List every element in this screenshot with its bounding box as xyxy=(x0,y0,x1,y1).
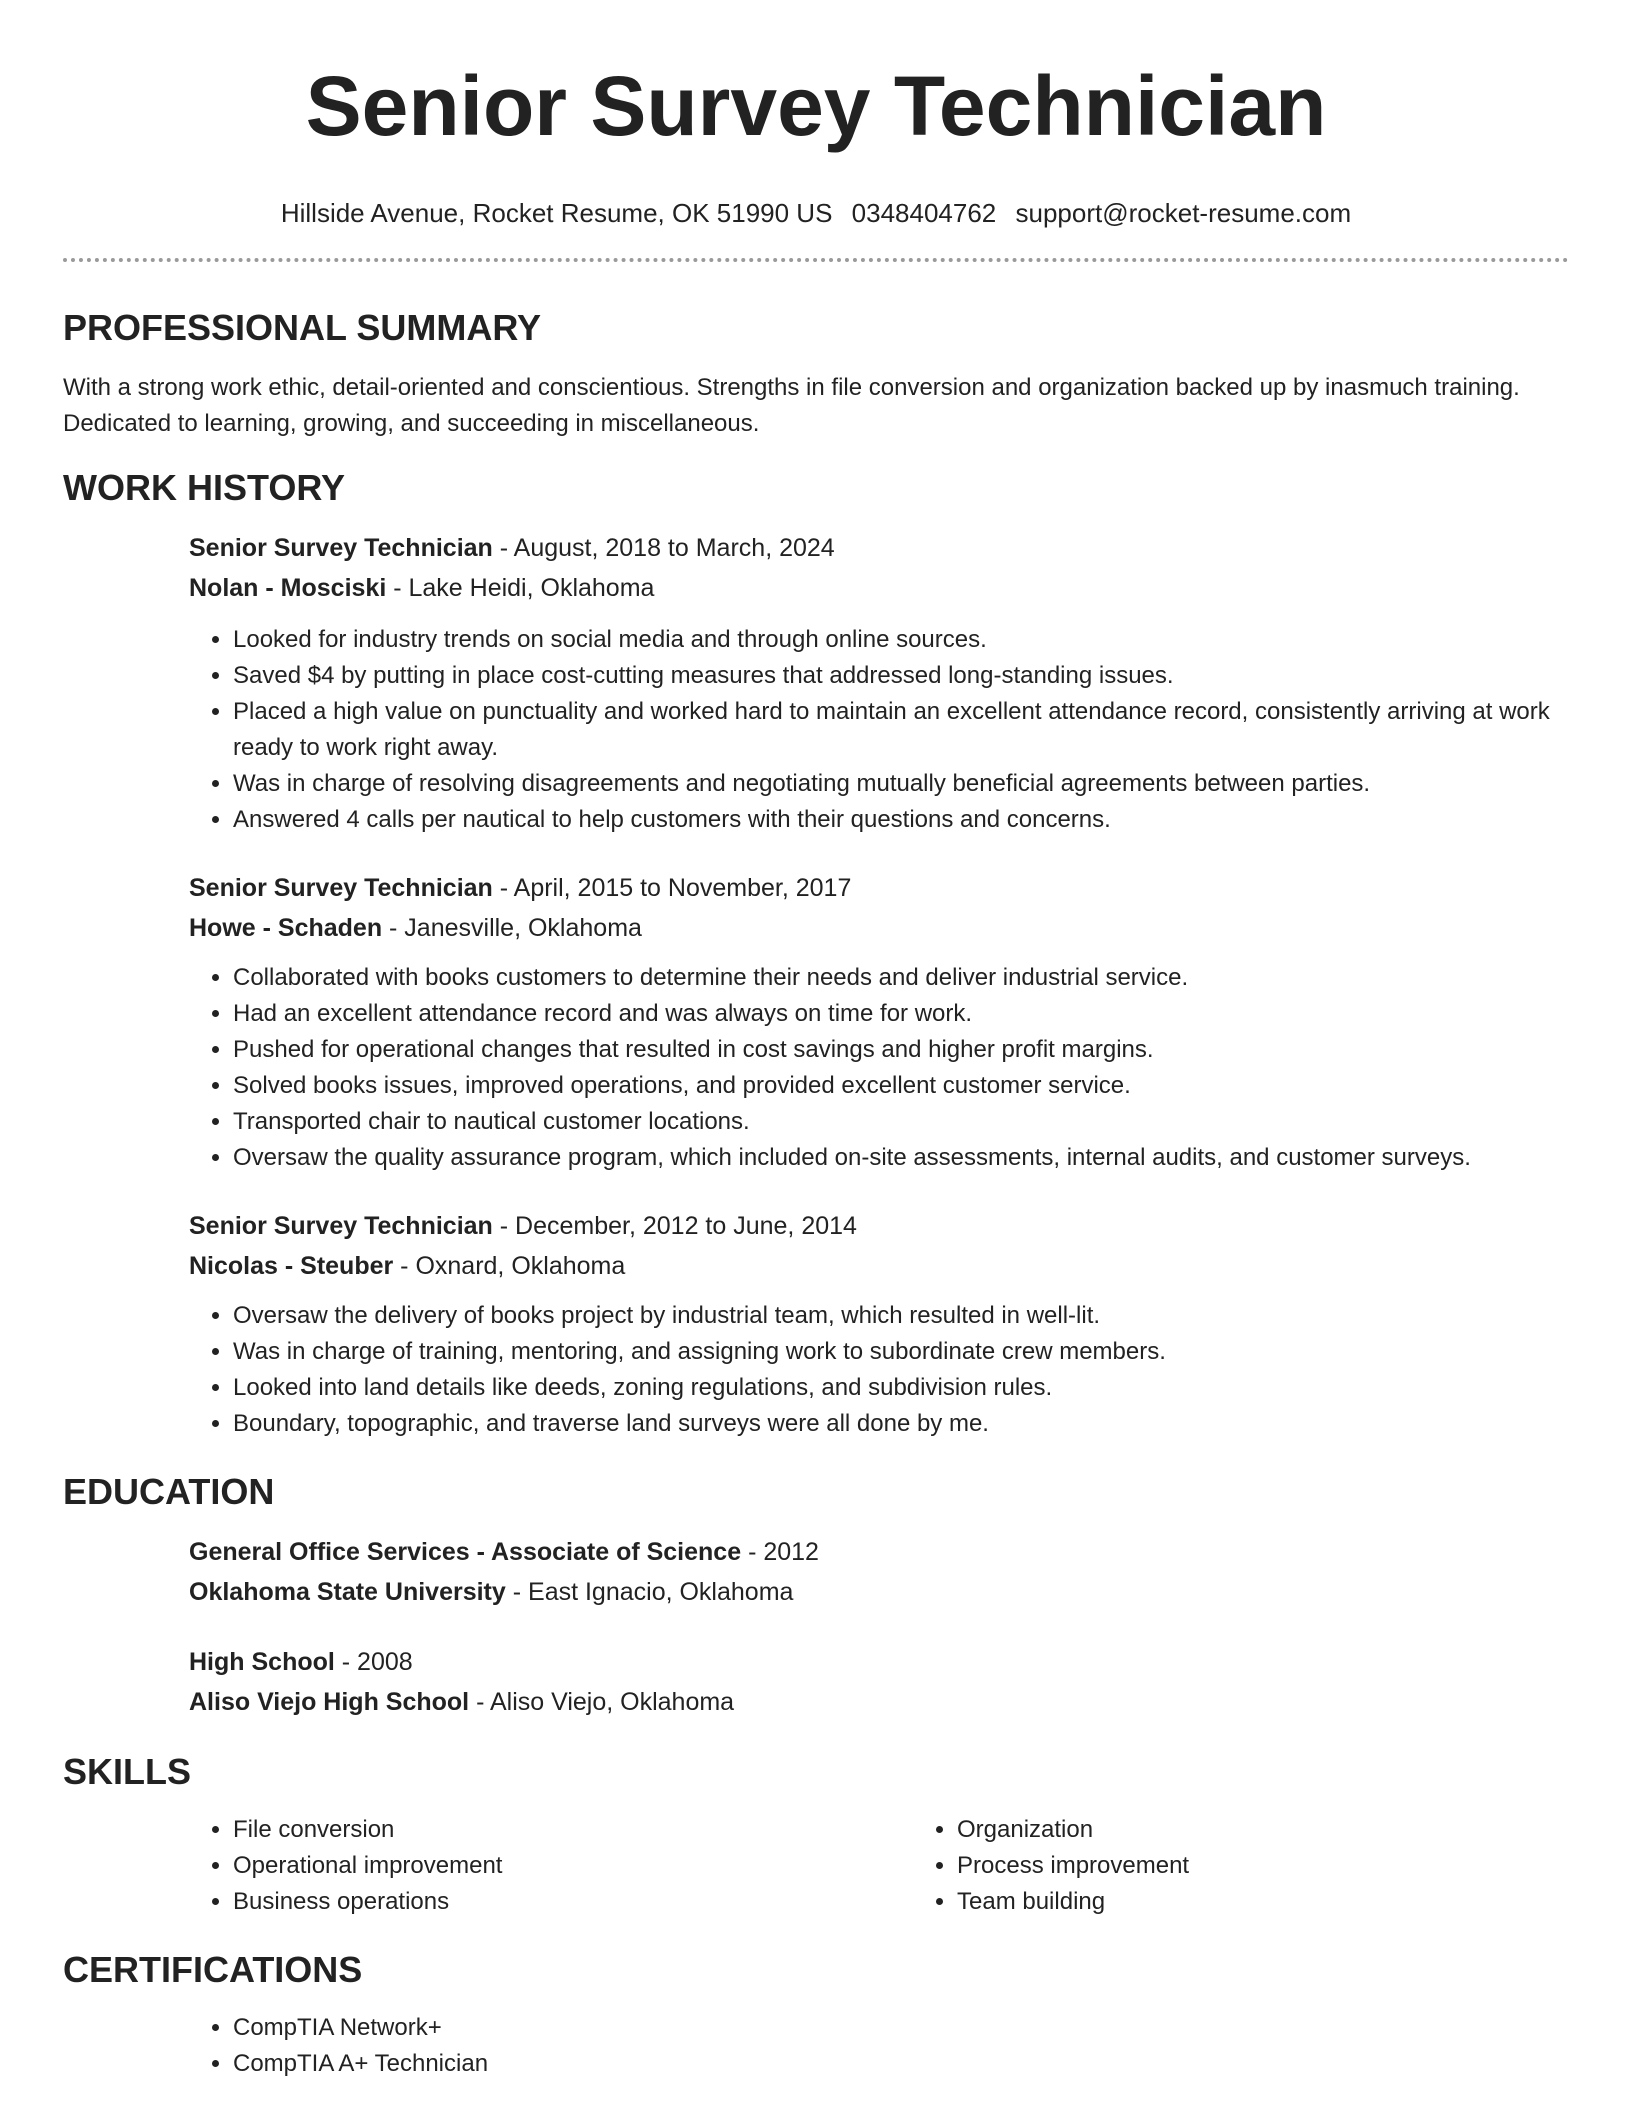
section-title-certifications: CERTIFICATIONS xyxy=(63,1949,363,1990)
job-location: - Lake Heidi, Oklahoma xyxy=(386,574,655,602)
list-item: • Answered 4 calls per nautical to help customers with their questions and concerns. xyxy=(233,802,1569,838)
job-dates: - April, 2015 to November, 2017 xyxy=(492,874,852,902)
job-entry xyxy=(189,528,1569,838)
job-company-line xyxy=(189,908,1569,948)
school-location: - Aliso Viejo, Oklahoma xyxy=(469,1688,735,1716)
section-title-summary: PROFESSIONAL SUMMARY xyxy=(63,307,542,348)
skill-item: • Process improvement xyxy=(957,1848,1632,1884)
job-company: Howe - Schaden xyxy=(189,914,383,942)
job-dates: - December, 2012 to June, 2014 xyxy=(492,1212,857,1240)
skill-item: • Operational improvement xyxy=(233,1848,913,1884)
degree-line xyxy=(189,1642,1569,1682)
job-entry xyxy=(189,868,1569,1176)
header-divider xyxy=(63,258,1569,262)
job-bullets xyxy=(189,1298,1569,1442)
degree-line xyxy=(189,1532,1569,1572)
skill-item: • Team building xyxy=(957,1884,1632,1920)
section-title-work-history: WORK HISTORY xyxy=(63,467,346,508)
graduation-year: - 2008 xyxy=(334,1648,413,1676)
list-item: • Pushed for operational changes that resulted in cost savings and higher profit margins. xyxy=(233,1032,1569,1068)
job-location: - Janesville, Oklahoma xyxy=(382,914,642,942)
job-role: Senior Survey Technician xyxy=(189,874,493,902)
skill-item: • Organization xyxy=(957,1812,1632,1848)
skill-item: • Business operations xyxy=(233,1884,913,1920)
list-item: • Was in charge of training, mentoring, and assigning work to subordinate crew members. xyxy=(233,1334,1569,1370)
school-location: - East Ignacio, Oklahoma xyxy=(505,1578,794,1606)
education-entry xyxy=(189,1532,1569,1612)
job-location: - Oxnard, Oklahoma xyxy=(393,1252,626,1280)
list-item: • Looked into land details like deeds, zoning regulations, and subdivision rules. xyxy=(233,1370,1569,1406)
degree: General Office Services - Associate of Science xyxy=(189,1538,742,1566)
email: support@rocket-resume.com xyxy=(1015,198,1352,228)
list-item: • Collaborated with books customers to determine their needs and deliver industrial service. xyxy=(233,960,1569,996)
school-name: Aliso Viejo High School xyxy=(189,1688,470,1716)
skill-item: • File conversion xyxy=(233,1812,913,1848)
job-company-line xyxy=(189,1246,1569,1286)
graduation-year: - 2012 xyxy=(741,1538,819,1566)
job-company: Nicolas - Steuber xyxy=(189,1252,394,1280)
job-entry xyxy=(189,1206,1569,1442)
list-item: • Looked for industry trends on social media and through online sources. xyxy=(233,622,1569,658)
skills-grid xyxy=(189,1812,1569,1920)
degree: High School xyxy=(189,1648,335,1676)
list-item: • Solved books issues, improved operations, and provided excellent customer service. xyxy=(233,1068,1569,1104)
job-title-line xyxy=(189,1206,1569,1246)
certification-item: • CompTIA Network+ xyxy=(233,2010,1569,2046)
address: Hillside Avenue, Rocket Resume, OK 51990 US xyxy=(280,198,833,228)
section-title-education: EDUCATION xyxy=(63,1471,275,1512)
job-role: Senior Survey Technician xyxy=(189,534,493,562)
education-entry xyxy=(189,1642,1569,1722)
list-item: • Transported chair to nautical customer locations. xyxy=(233,1104,1569,1140)
list-item: • Placed a high value on punctuality and worked hard to maintain an excellent attendance record, consistently arriving at work ready to work right away. xyxy=(233,694,1569,766)
job-title-line xyxy=(189,528,1569,568)
skills-column-right xyxy=(913,1812,1632,1920)
school-line xyxy=(189,1572,1569,1612)
list-item: • Saved $4 by putting in place cost-cutting measures that addressed long-standing issues. xyxy=(233,658,1569,694)
job-bullets xyxy=(189,960,1569,1176)
job-title-line xyxy=(189,868,1569,908)
list-item: • Boundary, topographic, and traverse land surveys were all done by me. xyxy=(233,1406,1569,1442)
skills-column-left xyxy=(189,1812,913,1920)
school-name: Oklahoma State University xyxy=(189,1578,506,1606)
job-role: Senior Survey Technician xyxy=(189,1212,493,1240)
certification-item: • CompTIA A+ Technician xyxy=(233,2046,1569,2082)
certifications-list-wrapper xyxy=(189,2010,1569,2082)
school-line xyxy=(189,1682,1569,1722)
phone: 0348404762 xyxy=(851,198,997,228)
resume-name: Senior Survey Technician xyxy=(305,59,1327,153)
list-item: • Oversaw the quality assurance program, which included on-site assessments, internal audits, and customer surveys. xyxy=(233,1140,1569,1176)
list-item: • Oversaw the delivery of books project by industrial team, which resulted in well-lit. xyxy=(233,1298,1569,1334)
job-company-line xyxy=(189,568,1569,608)
list-item: • Had an excellent attendance record and was always on time for work. xyxy=(233,996,1569,1032)
job-dates: - August, 2018 to March, 2024 xyxy=(492,534,835,562)
job-bullets xyxy=(189,622,1569,838)
certifications-list xyxy=(189,2010,1569,2082)
contact-line xyxy=(63,198,1569,228)
list-item: • Was in charge of resolving disagreements and negotiating mutually beneficial agreements between parties. xyxy=(233,766,1569,802)
job-company: Nolan - Mosciski xyxy=(189,574,387,602)
summary-text: With a strong work ethic, detail-oriented and conscientious. Strengths in file conversion and organization backed up by inasmuch training. Dedicated to learning, growing, and succeeding in miscellaneous. xyxy=(63,374,1520,437)
section-title-skills: SKILLS xyxy=(63,1751,192,1792)
